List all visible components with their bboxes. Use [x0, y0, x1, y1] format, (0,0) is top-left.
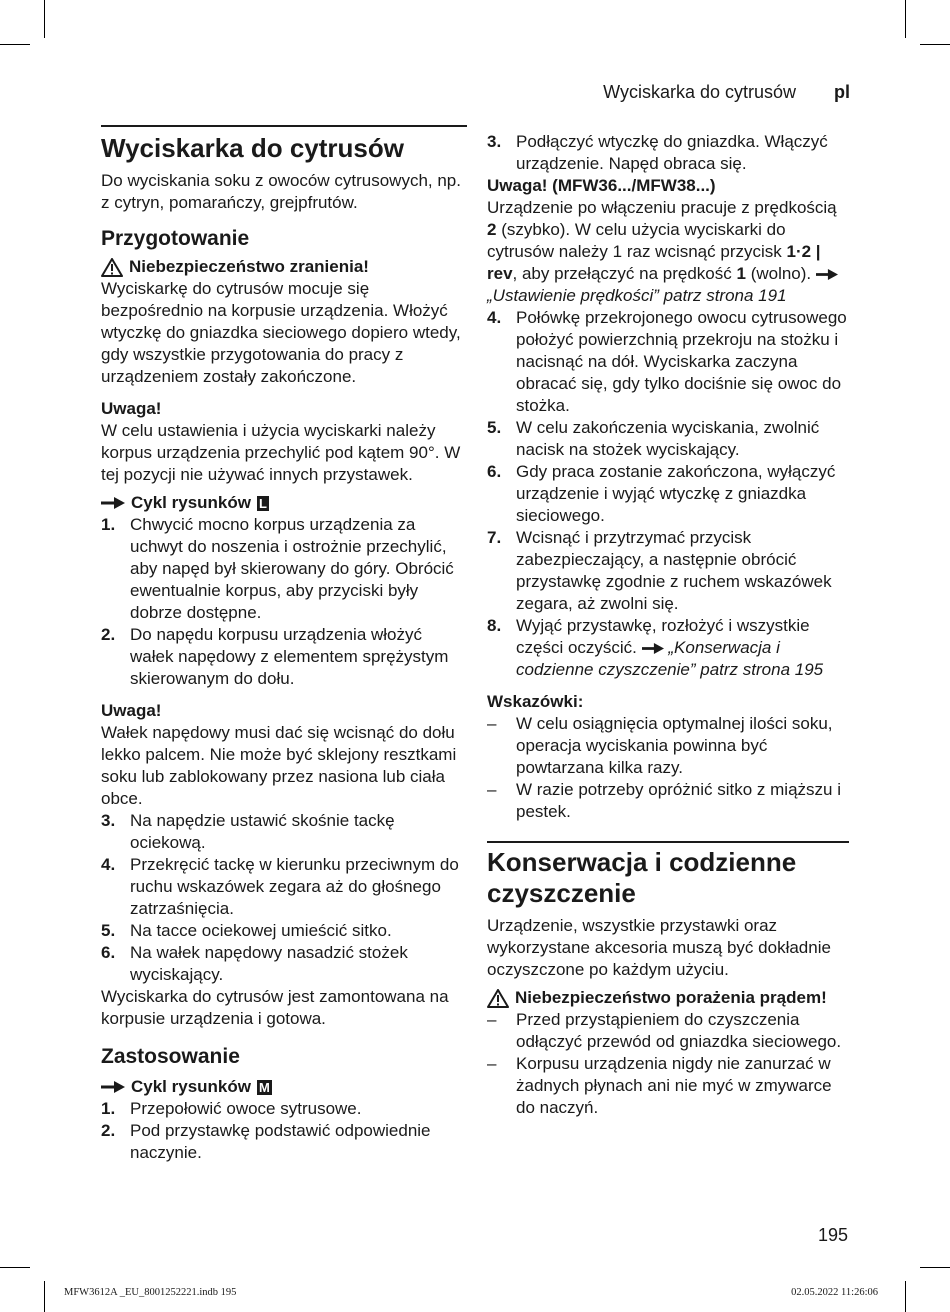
list-item	[101, 624, 467, 690]
step-text: W celu zakończenia wyciskania, zwolnić nacisk na stożek wyciskający.	[516, 418, 820, 459]
footer-date: 02.05.2022 11:26:06	[791, 1287, 878, 1298]
prep-steps-a	[101, 514, 467, 690]
header-title: Wyciskarka do cytrusów	[603, 82, 796, 102]
usage-step-8	[487, 615, 849, 681]
figure-letter: L	[259, 495, 267, 511]
crop-mark	[905, 1281, 906, 1312]
running-header	[603, 82, 850, 103]
note-text: (szybko). W celu użycia wyciskarki do cytrusów należy 1 raz wcisnąć przycisk	[487, 220, 786, 261]
warning-icon	[101, 258, 123, 277]
figure-ref-label: Cykl rysunków	[131, 1077, 251, 1096]
list-item	[487, 615, 849, 681]
footer-file: MFW3612A _EU_8001252221.indb 195	[64, 1287, 237, 1298]
figure-reference	[101, 1076, 467, 1098]
list-text: Przed przystąpieniem do czyszczenia odłączyć przewód od gniazdka sieciowego.	[516, 1010, 842, 1051]
step-text: Na napędzie ustawić skośnie tackę ociekową.	[130, 811, 395, 852]
tips-title: Wskazówki:	[487, 692, 584, 711]
step-number: 4.	[487, 308, 502, 327]
figure-ref-label: Cykl rysunków	[131, 493, 251, 512]
list-item	[101, 942, 467, 986]
prep-heading: Przygotowanie	[101, 227, 250, 250]
section-title: Wyciskarka do cytrusów	[101, 133, 404, 163]
list-item	[487, 1009, 849, 1053]
care-intro: Urządzenie, wszystkie przystawki oraz wykorzystane akcesoria muszą być dokładnie oczyszczone po każdym użyciu.	[487, 916, 831, 979]
prep-closing: Wyciskarka do cytrusów jest zamontowana na korpusie urządzenia i gotowa.	[101, 987, 449, 1028]
note-bold: 1	[736, 264, 746, 283]
step-text: Przekręcić tackę w kierunku przeciwnym do ruchu wskazówek zegara aż do głośnego zatrzaśnięcia.	[130, 855, 459, 918]
step-text: Gdy praca zostanie zakończona, wyłączyć urządzenie i wyjąć wtyczkę z gniazdka sieciowego.	[516, 462, 836, 525]
list-item	[101, 810, 467, 854]
page-number: 195	[817, 1225, 848, 1245]
dash-bullet: –	[487, 780, 497, 799]
step-number: 2.	[101, 1121, 116, 1140]
step-text: Podłączyć wtyczkę do gniazdka. Włączyć urządzenie. Napęd obraca się.	[516, 132, 828, 173]
list-item	[101, 920, 467, 942]
list-text: Korpusu urządzenia nigdy nie zanurzać w żadnych płynach ani nie myć w zmywarce do naczyń.	[516, 1054, 832, 1117]
warning-title: Niebezpieczeństwo zranienia!	[129, 257, 369, 276]
step-text: Chwycić mocno korpus urządzenia za uchwyt do noszenia i ostrożnie przechylić, aby napęd był skierowany do góry. Obrócić ewentualnie korpus, aby przyciski były dobrze dostępne.	[130, 515, 454, 622]
note-text: , aby przełączyć na prędkość	[512, 264, 732, 283]
figure-reference	[101, 492, 467, 514]
dash-bullet: –	[487, 714, 497, 733]
step-text: Pod przystawkę podstawić odpowiednie naczynie.	[130, 1121, 431, 1162]
left-column	[101, 125, 467, 1164]
step-number: 6.	[487, 462, 502, 481]
intro-text: Do wyciskania soku z owoców cytrusowych, np. z cytryn, pomarańczy, grejpfrutów.	[101, 171, 461, 212]
usage-steps-right	[487, 307, 849, 615]
list-item	[101, 1098, 467, 1120]
cross-reference[interactable]: „Ustawienie prędkości” patrz strona 191	[487, 286, 787, 305]
step-number: 6.	[101, 943, 116, 962]
usage-heading: Zastosowanie	[101, 1045, 240, 1068]
warning-text: Wyciskarkę do cytrusów mocuje się bezpośrednio na korpusie urządzenia. Włożyć wtyczkę do gniazdka sieciowego dopiero wtedy, gdy wszystkie przygotowania do pracy z urządzeniem zostały zakończone.	[101, 279, 461, 386]
step-number: 8.	[487, 616, 502, 635]
warning-title: Niebezpieczeństwo porażenia prądem!	[515, 988, 827, 1007]
list-item	[101, 514, 467, 624]
figure-letter: M	[259, 1079, 270, 1095]
injury-warning	[101, 256, 467, 278]
list-item	[101, 854, 467, 920]
crop-mark	[0, 1267, 30, 1268]
crop-mark	[905, 0, 906, 38]
list-item	[487, 779, 849, 823]
list-item	[487, 131, 849, 175]
list-item	[487, 713, 849, 779]
usage-steps-cont	[487, 131, 849, 175]
step-text-main: Wyjąć przystawkę, rozłożyć i wszystkie części oczyścić.	[516, 616, 810, 657]
step-number: 1.	[101, 1099, 116, 1118]
note-title: Uwaga!	[101, 701, 162, 720]
step-number: 1.	[101, 515, 116, 534]
section-rule	[101, 125, 467, 127]
list-text: W razie potrzeby opróżnić sitko z miąższu i pestek.	[516, 780, 841, 821]
list-item	[487, 527, 849, 615]
section-rule	[487, 841, 849, 843]
step-number: 3.	[487, 132, 502, 151]
tips-list	[487, 713, 849, 823]
step-number: 7.	[487, 528, 502, 547]
list-item	[487, 307, 849, 417]
header-lang: pl	[834, 82, 850, 102]
speed-button-label: 1·2 | rev	[487, 242, 821, 283]
crop-mark	[920, 1267, 950, 1268]
usage-steps	[101, 1098, 467, 1164]
crop-mark	[44, 0, 45, 38]
step-text: Na wałek napędowy nasadzić stożek wyciskający.	[130, 943, 408, 984]
note-text: Urządzenie po włączeniu pracuje z prędkością	[487, 198, 837, 217]
arrow-right-icon	[816, 269, 838, 280]
note-title: Uwaga! (MFW36.../MFW38...)	[487, 176, 716, 195]
step-number: 3.	[101, 811, 116, 830]
step-number: 4.	[101, 855, 116, 874]
note-text: (wolno).	[750, 264, 812, 283]
list-item	[487, 417, 849, 461]
cross-reference[interactable]: „Konserwacja i codzienne czyszczenie” patrz strona 195	[516, 638, 824, 679]
arrow-right-icon	[101, 1081, 125, 1093]
step-text	[516, 615, 849, 681]
list-item	[487, 461, 849, 527]
step-text: Wcisnąć i przytrzymać przycisk zabezpieczający, a następnie obrócić przystawkę zgodnie z ruchem wskazówek zegara, aż zwolni się.	[516, 528, 832, 613]
prep-steps-b	[101, 810, 467, 986]
list-text: W celu osiągnięcia optymalnej ilości soku, operacja wyciskania powinna być powtarzana kilka razy.	[516, 714, 833, 777]
step-text: Przepołowić owoce sytrusowe.	[130, 1099, 362, 1118]
note-text: Wałek napędowy musi dać się wcisnąć do dołu lekko palcem. Nie może być sklejony resztkami soku lub zablokowany przez nasiona lub ciała obce.	[101, 723, 457, 808]
list-item	[101, 1120, 467, 1164]
crop-mark	[0, 44, 30, 45]
shock-warning	[487, 987, 849, 1009]
list-item	[487, 1053, 849, 1119]
dash-bullet: –	[487, 1010, 497, 1029]
step-number: 5.	[487, 418, 502, 437]
dash-bullet: –	[487, 1054, 497, 1073]
step-text: Na tacce ociekowej umieścić sitko.	[130, 921, 392, 940]
step-text: Połówkę przekrojonego owocu cytrusowego położyć powierzchnią przekroju na stożku i nacisnąć na dół. Wyciskarka zaczyna obracać się, gdy tylko dociśnie się owoc do stożka.	[516, 308, 847, 415]
right-column	[487, 131, 849, 1119]
care-list	[487, 1009, 849, 1119]
step-number: 2.	[101, 625, 116, 644]
warning-icon	[487, 989, 509, 1008]
care-heading: Konserwacja i codzienne czyszczenie	[487, 847, 797, 908]
note-title: Uwaga!	[101, 399, 162, 418]
note-text: W celu ustawienia i użycia wyciskarki należy korpus urządzenia przechylić pod kątem 90°. W tej pozycji nie używać innych przystawek.	[101, 421, 461, 484]
note-bold: 2	[487, 220, 497, 239]
arrow-right-icon	[101, 497, 125, 509]
speed-note	[487, 197, 849, 307]
crop-mark	[920, 44, 950, 45]
step-text: Do napędu korpusu urządzenia włożyć wałek napędowy z elementem sprężystym skierowanym do dołu.	[130, 625, 449, 688]
crop-mark	[44, 1281, 45, 1312]
step-number: 5.	[101, 921, 116, 940]
arrow-right-icon	[642, 643, 664, 654]
